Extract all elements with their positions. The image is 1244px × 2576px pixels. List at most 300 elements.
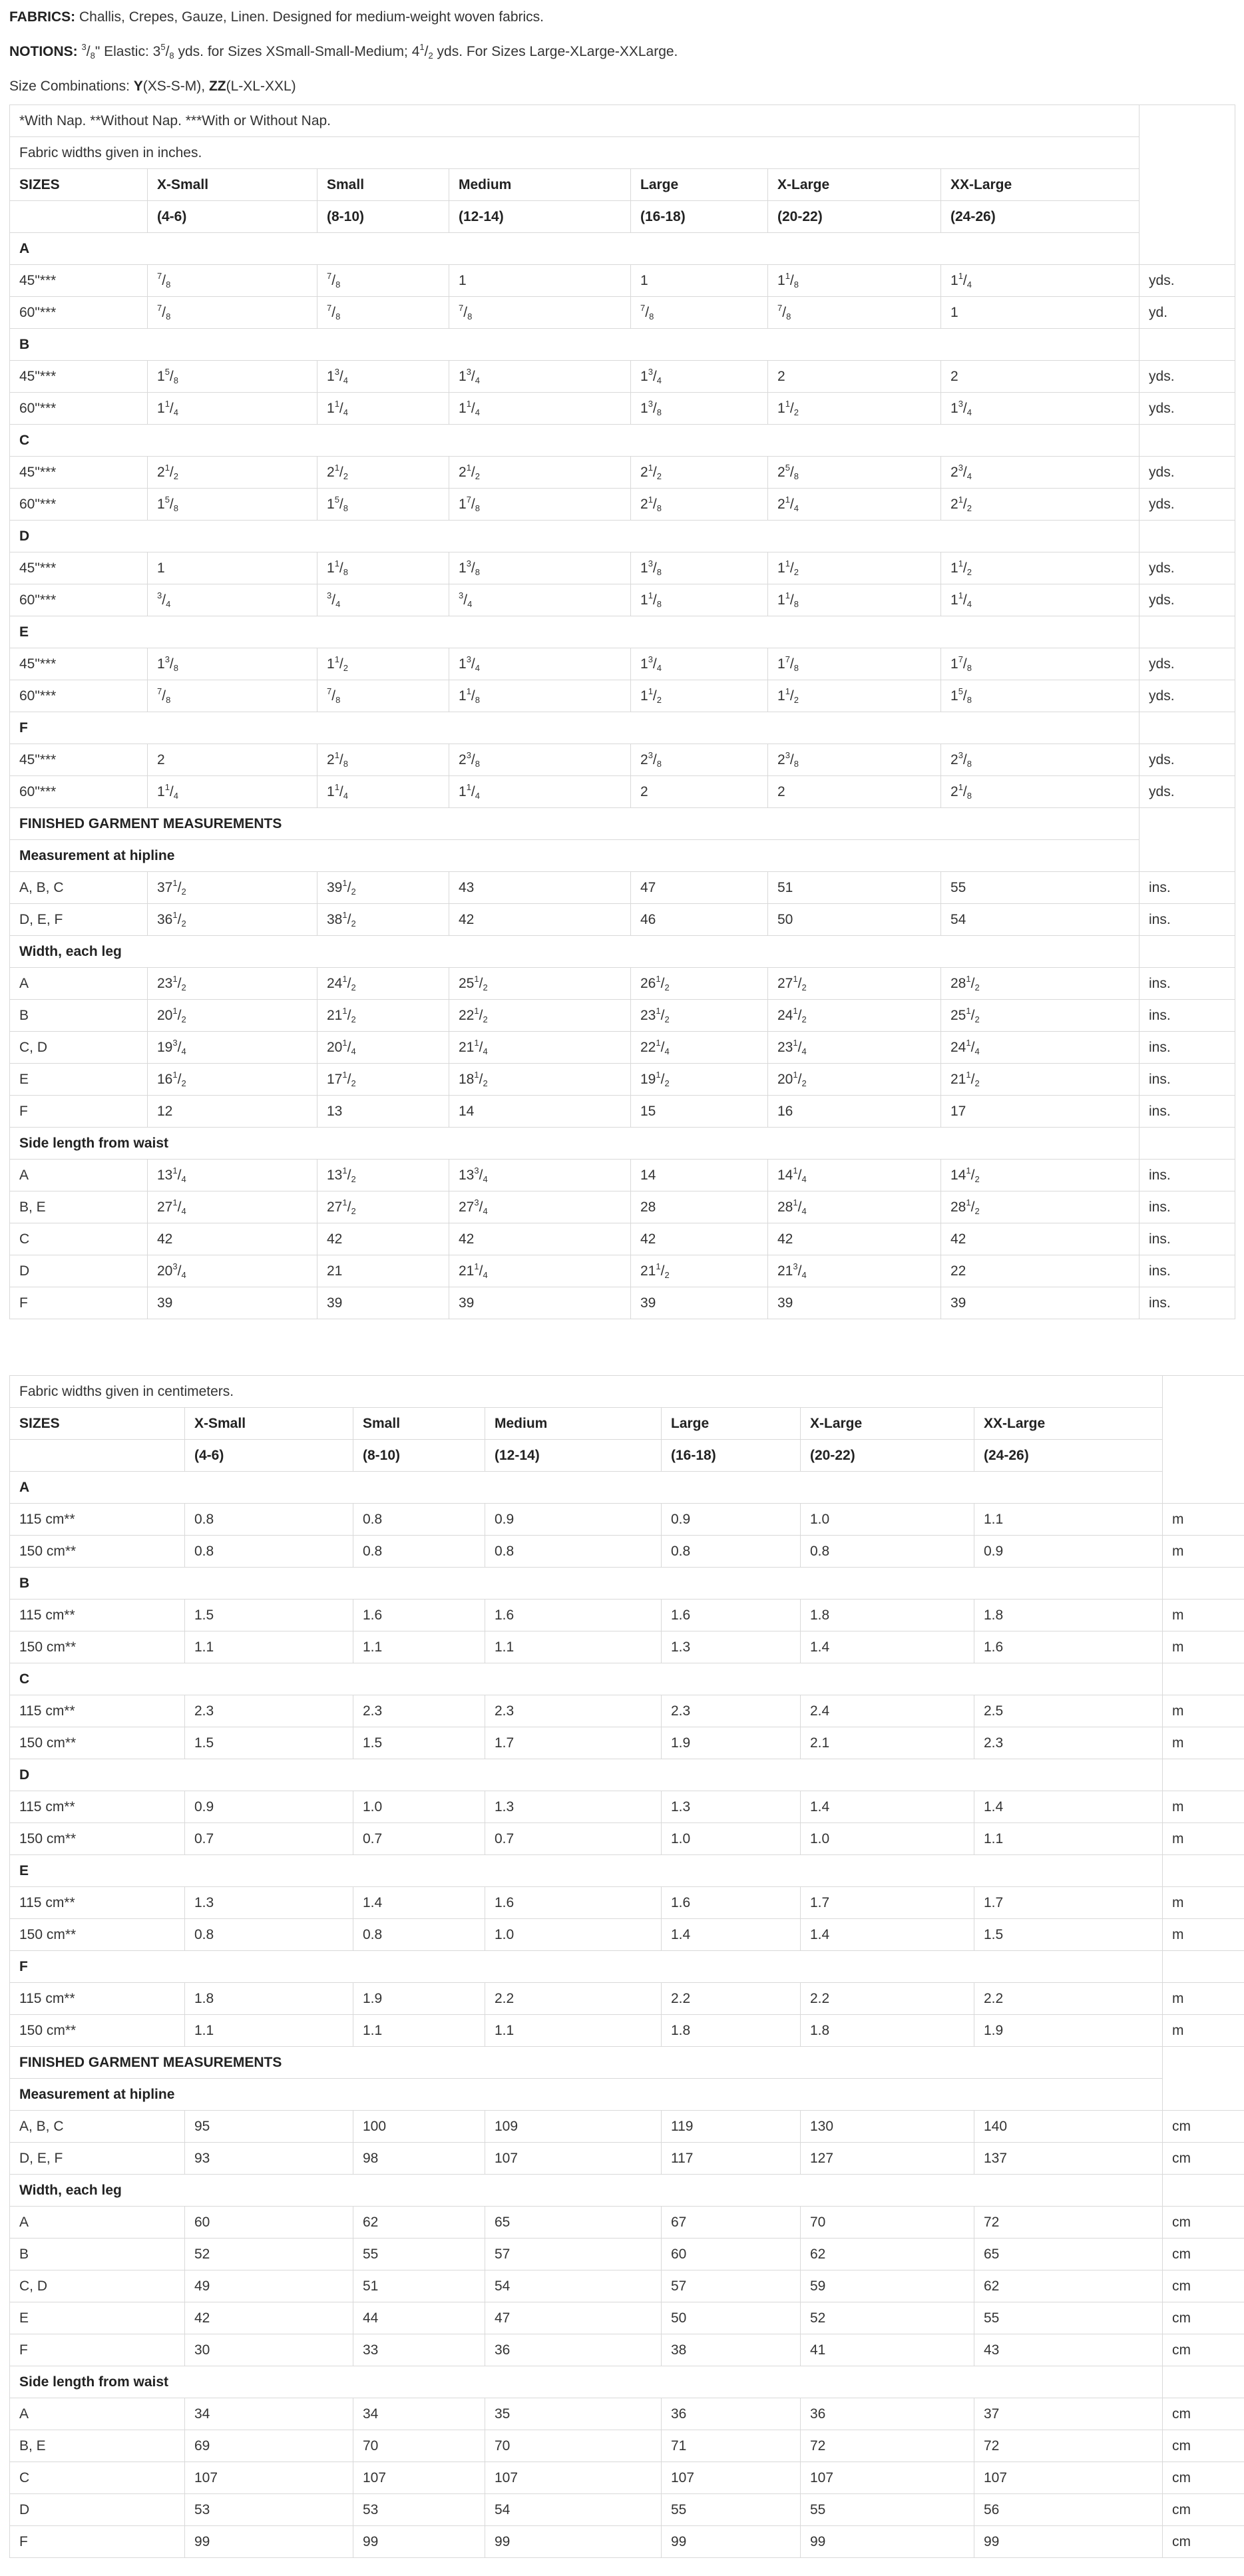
yardage-value: 1.0 bbox=[662, 1823, 801, 1855]
yardage-value: $2^3/_8$ bbox=[449, 744, 631, 776]
yardage-value: 2.3 bbox=[353, 1695, 485, 1727]
notions-text-2: yds. for Sizes XSmall-Small-Medium; 4 bbox=[174, 44, 420, 59]
measurement-value: 60 bbox=[662, 2239, 801, 2270]
size-combinations-label: Size Combinations: bbox=[9, 79, 134, 94]
yardage-value: 1.8 bbox=[662, 2015, 801, 2047]
measurement-value: 42 bbox=[941, 1223, 1140, 1255]
measurement-value: 42 bbox=[185, 2302, 353, 2334]
measurement-section-title: Width, each leg bbox=[10, 936, 1140, 968]
table-row bbox=[10, 1032, 1235, 1064]
unit-label: cm bbox=[1163, 2494, 1244, 2526]
notions-text-1: " Elastic: 3 bbox=[95, 44, 161, 59]
view-section-row bbox=[10, 425, 1235, 457]
yardage-value: 0.8 bbox=[185, 1504, 353, 1536]
measurement-value: 107 bbox=[801, 2462, 974, 2494]
fabric-width-label: 150 cm** bbox=[10, 1631, 185, 1663]
yardage-value: 1.9 bbox=[353, 1983, 485, 2015]
unit-label: ins. bbox=[1140, 1032, 1235, 1064]
size-range-6: (24-26) bbox=[974, 1440, 1163, 1472]
unit-label: cm bbox=[1163, 2302, 1244, 2334]
size-range-3: (12-14) bbox=[485, 1440, 662, 1472]
unit-cell-blank bbox=[1140, 425, 1235, 457]
measurement-value: $14^1/_4$ bbox=[768, 1160, 941, 1191]
measurement-value: $13^3/_4$ bbox=[449, 1160, 631, 1191]
measurement-section-row bbox=[10, 936, 1235, 968]
yardage-value: 1.1 bbox=[353, 2015, 485, 2047]
view-group-label: B bbox=[10, 2239, 185, 2270]
view-label: A bbox=[10, 233, 1140, 265]
view-label: F bbox=[10, 712, 1140, 744]
table-row bbox=[10, 904, 1235, 936]
yardage-value: $2^1/_2$ bbox=[148, 457, 317, 489]
table-row bbox=[10, 1727, 1244, 1759]
fabric-width-label: 150 cm** bbox=[10, 2015, 185, 2047]
fabric-width-label: 150 cm** bbox=[10, 1536, 185, 1568]
unit-cell-blank bbox=[1163, 2047, 1244, 2111]
measurement-value: $21^1/_4$ bbox=[449, 1255, 631, 1287]
yardage-value: $^7/_8$ bbox=[148, 265, 317, 297]
yardage-value: 1.7 bbox=[974, 1887, 1163, 1919]
table-row bbox=[10, 2239, 1244, 2270]
view-label: E bbox=[10, 1855, 1163, 1887]
measurement-value: 107 bbox=[185, 2462, 353, 2494]
yardage-value: $2^3/_4$ bbox=[941, 457, 1140, 489]
fabric-width-label: 115 cm** bbox=[10, 1791, 185, 1823]
fabric-width-label: 115 cm** bbox=[10, 1983, 185, 2015]
yardage-value: 0.8 bbox=[353, 1504, 485, 1536]
measurement-value: $22^1/_4$ bbox=[631, 1032, 768, 1064]
unit-label: yds. bbox=[1140, 361, 1235, 393]
yardage-value: 0.7 bbox=[485, 1823, 662, 1855]
yardage-value: 2 bbox=[941, 361, 1140, 393]
measurement-value: $27^1/_4$ bbox=[148, 1191, 317, 1223]
table-row bbox=[10, 2207, 1244, 2239]
size-range-1: (4-6) bbox=[185, 1440, 353, 1472]
yardage-value: 2.3 bbox=[485, 1695, 662, 1727]
view-group-label: F bbox=[10, 2334, 185, 2366]
measurement-value: 65 bbox=[485, 2207, 662, 2239]
yardage-value: $^3/_4$ bbox=[148, 584, 317, 616]
measurement-value: 39 bbox=[449, 1287, 631, 1319]
yardage-value: 1.6 bbox=[485, 1600, 662, 1631]
yardage-value: $1^3/_4$ bbox=[941, 393, 1140, 425]
yardage-value: 1.0 bbox=[485, 1919, 662, 1951]
yardage-value: $1^1/_4$ bbox=[941, 584, 1140, 616]
unit-label: ins. bbox=[1140, 1191, 1235, 1223]
view-group-label: E bbox=[10, 2302, 185, 2334]
fabric-width-label: 45"*** bbox=[10, 744, 148, 776]
measurement-value: 47 bbox=[631, 872, 768, 904]
measurement-value: $23^1/_4$ bbox=[768, 1032, 941, 1064]
measurement-value: 107 bbox=[662, 2462, 801, 2494]
yardage-value: $^7/_8$ bbox=[317, 265, 449, 297]
view-label: C bbox=[10, 425, 1140, 457]
unit-label: cm bbox=[1163, 2462, 1244, 2494]
table-row bbox=[10, 1000, 1235, 1032]
measurement-value: 39 bbox=[148, 1287, 317, 1319]
yardage-value: 0.8 bbox=[485, 1536, 662, 1568]
measurement-value: 67 bbox=[662, 2207, 801, 2239]
view-group-label: D, E, F bbox=[10, 904, 148, 936]
yardage-value: $1^3/_8$ bbox=[148, 648, 317, 680]
unit-label: cm bbox=[1163, 2239, 1244, 2270]
measurement-value: 107 bbox=[353, 2462, 485, 2494]
measurement-value: 50 bbox=[768, 904, 941, 936]
fabric-width-label: 45"*** bbox=[10, 265, 148, 297]
view-label: A bbox=[10, 1472, 1163, 1504]
measurement-value: $20^1/_2$ bbox=[768, 1064, 941, 1096]
notions-elastic-fraction: $^3/_8$ bbox=[81, 42, 95, 61]
table-row bbox=[10, 1600, 1244, 1631]
view-group-label: A bbox=[10, 968, 148, 1000]
measurement-value: 44 bbox=[353, 2302, 485, 2334]
measurement-value: 22 bbox=[941, 1255, 1140, 1287]
yardage-value: 1 bbox=[449, 265, 631, 297]
yardage-value: 1.3 bbox=[185, 1887, 353, 1919]
yardage-value: 1.1 bbox=[974, 1823, 1163, 1855]
unit-label: yds. bbox=[1140, 552, 1235, 584]
yardage-value: 2.3 bbox=[185, 1695, 353, 1727]
measurement-value: 72 bbox=[974, 2430, 1163, 2462]
measurement-value: 100 bbox=[353, 2111, 485, 2143]
yardage-value: 1.5 bbox=[974, 1919, 1163, 1951]
measurement-value: $26^1/_2$ bbox=[631, 968, 768, 1000]
unit-label: m bbox=[1163, 1600, 1244, 1631]
unit-cell-blank bbox=[1140, 521, 1235, 552]
yardage-value: 1.4 bbox=[801, 1919, 974, 1951]
yardage-value: 1.8 bbox=[974, 1600, 1163, 1631]
measurement-value: $21^3/_4$ bbox=[768, 1255, 941, 1287]
yardage-value: 1.1 bbox=[974, 1504, 1163, 1536]
yardage-value: 1.7 bbox=[801, 1887, 974, 1919]
measurement-section-row bbox=[10, 2366, 1244, 2398]
measurement-value: $24^1/_2$ bbox=[768, 1000, 941, 1032]
measurement-value: 69 bbox=[185, 2430, 353, 2462]
table-row bbox=[10, 1695, 1244, 1727]
size-range-0 bbox=[10, 201, 148, 233]
unit-label: yds. bbox=[1140, 457, 1235, 489]
measurement-value: $19^1/_2$ bbox=[631, 1064, 768, 1096]
measurement-value: 42 bbox=[631, 1223, 768, 1255]
yardage-value: 1.6 bbox=[485, 1887, 662, 1919]
measurement-section-title: Side length from waist bbox=[10, 1128, 1140, 1160]
unit-label: cm bbox=[1163, 2526, 1244, 2558]
fabric-width-label: 60"*** bbox=[10, 489, 148, 521]
yardage-value: 2.5 bbox=[974, 1695, 1163, 1727]
measurement-value: 62 bbox=[974, 2270, 1163, 2302]
yardage-value: 1 bbox=[631, 265, 768, 297]
measurement-section-title: Measurement at hipline bbox=[10, 2079, 1163, 2111]
measurement-section-title: Measurement at hipline bbox=[10, 840, 1140, 872]
table-row bbox=[10, 680, 1235, 712]
unit-label: cm bbox=[1163, 2430, 1244, 2462]
yardage-value: 1.9 bbox=[662, 1727, 801, 1759]
measurement-value: $20^3/_4$ bbox=[148, 1255, 317, 1287]
fabric-width-note: Fabric widths given in centimeters. bbox=[10, 1376, 1163, 1408]
sizes-header-row bbox=[10, 169, 1235, 201]
view-group-label: B bbox=[10, 1000, 148, 1032]
view-section-row bbox=[10, 329, 1235, 361]
measurement-value: 13 bbox=[317, 1096, 449, 1128]
size-header-x-large: X-Large bbox=[768, 169, 941, 201]
size-range-3: (12-14) bbox=[449, 201, 631, 233]
view-section-row bbox=[10, 1855, 1244, 1887]
measurement-value: $25^1/_2$ bbox=[449, 968, 631, 1000]
yardage-value: 1 bbox=[941, 297, 1140, 329]
yardage-value: $1^3/_8$ bbox=[631, 552, 768, 584]
view-group-label: C, D bbox=[10, 2270, 185, 2302]
view-label: C bbox=[10, 1663, 1163, 1695]
unit-label: cm bbox=[1163, 2143, 1244, 2175]
yardage-value: $2^1/_8$ bbox=[631, 489, 768, 521]
unit-label: m bbox=[1163, 1791, 1244, 1823]
measurement-value: 71 bbox=[662, 2430, 801, 2462]
table-row bbox=[10, 265, 1235, 297]
yardage-value: 1.5 bbox=[353, 1727, 485, 1759]
yardage-value: 1.4 bbox=[662, 1919, 801, 1951]
view-label: B bbox=[10, 1568, 1163, 1600]
yardage-value: $2^3/_8$ bbox=[631, 744, 768, 776]
size-header-x-large: X-Large bbox=[801, 1408, 974, 1440]
measurement-value: 54 bbox=[485, 2270, 662, 2302]
view-section-row bbox=[10, 1663, 1244, 1695]
measurement-value: 16 bbox=[768, 1096, 941, 1128]
measurement-value: $28^1/_2$ bbox=[941, 1191, 1140, 1223]
table-row bbox=[10, 2334, 1244, 2366]
table-row bbox=[10, 1887, 1244, 1919]
view-section-row bbox=[10, 1568, 1244, 1600]
size-range-1: (4-6) bbox=[148, 201, 317, 233]
size-header-large: Large bbox=[631, 169, 768, 201]
measurement-value: 56 bbox=[974, 2494, 1163, 2526]
unit-cell-blank bbox=[1163, 1759, 1244, 1791]
unit-label: m bbox=[1163, 1727, 1244, 1759]
measurement-value: $21^1/_2$ bbox=[317, 1000, 449, 1032]
fabric-width-label: 45"*** bbox=[10, 552, 148, 584]
measurement-value: 55 bbox=[662, 2494, 801, 2526]
view-label: F bbox=[10, 1951, 1163, 1983]
measurement-value: 117 bbox=[662, 2143, 801, 2175]
table-row bbox=[10, 2462, 1244, 2494]
measurement-value: 52 bbox=[801, 2302, 974, 2334]
unit-column-header bbox=[1163, 1376, 1244, 1504]
measurement-value: $27^3/_4$ bbox=[449, 1191, 631, 1223]
yardage-value: 0.8 bbox=[662, 1536, 801, 1568]
measurement-value: 60 bbox=[185, 2207, 353, 2239]
size-combo-zz-text: (L-XL-XXL) bbox=[226, 79, 296, 94]
table-row bbox=[10, 776, 1235, 808]
view-section-row bbox=[10, 712, 1235, 744]
measurement-value: 72 bbox=[974, 2207, 1163, 2239]
measurement-value: 98 bbox=[353, 2143, 485, 2175]
yardage-value: $1^3/_4$ bbox=[631, 648, 768, 680]
notes-block bbox=[9, 0, 1235, 104]
measurement-value: $23^1/_2$ bbox=[631, 1000, 768, 1032]
unit-cell-blank bbox=[1140, 1128, 1235, 1160]
yardage-value: $^7/_8$ bbox=[768, 297, 941, 329]
yardage-value: 0.8 bbox=[353, 1919, 485, 1951]
view-section-row bbox=[10, 616, 1235, 648]
unit-label: cm bbox=[1163, 2334, 1244, 2366]
fabric-width-label: 45"*** bbox=[10, 648, 148, 680]
yardage-value: 1.8 bbox=[801, 2015, 974, 2047]
measurement-value: 49 bbox=[185, 2270, 353, 2302]
size-range-2: (8-10) bbox=[353, 1440, 485, 1472]
view-section-row bbox=[10, 1759, 1244, 1791]
table-row bbox=[10, 1223, 1235, 1255]
table-row bbox=[10, 457, 1235, 489]
table-row bbox=[10, 1160, 1235, 1191]
measurement-value: $39^1/_2$ bbox=[317, 872, 449, 904]
unit-label: cm bbox=[1163, 2398, 1244, 2430]
measurement-value: 42 bbox=[768, 1223, 941, 1255]
table-row bbox=[10, 552, 1235, 584]
unit-label: yds. bbox=[1140, 680, 1235, 712]
unit-label: ins. bbox=[1140, 1160, 1235, 1191]
table-row bbox=[10, 2398, 1244, 2430]
fabric-width-label: 60"*** bbox=[10, 776, 148, 808]
size-range-row bbox=[10, 201, 1235, 233]
fabric-width-label: 45"*** bbox=[10, 457, 148, 489]
yardage-value: $1^1/_2$ bbox=[768, 552, 941, 584]
measurement-value: $13^1/_4$ bbox=[148, 1160, 317, 1191]
view-section-row bbox=[10, 233, 1235, 265]
yardage-value: 0.9 bbox=[485, 1504, 662, 1536]
unit-label: m bbox=[1163, 1887, 1244, 1919]
table-row bbox=[10, 1983, 1244, 2015]
table-row bbox=[10, 872, 1235, 904]
measurement-section-row bbox=[10, 840, 1235, 872]
view-group-label: A bbox=[10, 1160, 148, 1191]
size-range-4: (16-18) bbox=[631, 201, 768, 233]
unit-label: m bbox=[1163, 1823, 1244, 1855]
size-header-x-small: X-Small bbox=[148, 169, 317, 201]
measurement-value: $23^1/_2$ bbox=[148, 968, 317, 1000]
measurement-value: $17^1/_2$ bbox=[317, 1064, 449, 1096]
unit-label: ins. bbox=[1140, 1064, 1235, 1096]
yardage-value: 2 bbox=[768, 776, 941, 808]
measurement-section-title: Width, each leg bbox=[10, 2175, 1163, 2207]
measurement-value: 130 bbox=[801, 2111, 974, 2143]
yardage-value: 1.1 bbox=[185, 1631, 353, 1663]
yardage-value: 1.9 bbox=[974, 2015, 1163, 2047]
sizes-header: SIZES bbox=[10, 169, 148, 201]
yardage-value: $1^1/_2$ bbox=[768, 680, 941, 712]
yardage-value: $1^3/_8$ bbox=[449, 552, 631, 584]
measurement-value: 59 bbox=[801, 2270, 974, 2302]
view-group-label: F bbox=[10, 1287, 148, 1319]
measurement-value: 140 bbox=[974, 2111, 1163, 2143]
measurement-section-row bbox=[10, 2175, 1244, 2207]
measurement-value: 36 bbox=[662, 2398, 801, 2430]
measurement-value: $27^1/_2$ bbox=[317, 1191, 449, 1223]
measurement-value: 52 bbox=[185, 2239, 353, 2270]
table-row bbox=[10, 393, 1235, 425]
view-label: B bbox=[10, 329, 1140, 361]
yardage-value: $1^7/_8$ bbox=[768, 648, 941, 680]
unit-label: ins. bbox=[1140, 1096, 1235, 1128]
table-row bbox=[10, 1631, 1244, 1663]
table-row bbox=[10, 1096, 1235, 1128]
measurement-value: $16^1/_2$ bbox=[148, 1064, 317, 1096]
fabrics-text: Challis, Crepes, Gauze, Linen. Designed for medium-weight woven fabrics. bbox=[75, 9, 544, 25]
measurement-value: 55 bbox=[941, 872, 1140, 904]
measurement-value: 119 bbox=[662, 2111, 801, 2143]
fabric-width-label: 60"*** bbox=[10, 584, 148, 616]
yardage-value: 2 bbox=[768, 361, 941, 393]
measurement-value: 107 bbox=[485, 2143, 662, 2175]
measurement-value: 39 bbox=[941, 1287, 1140, 1319]
yardage-value: 0.8 bbox=[353, 1536, 485, 1568]
measurement-value: 55 bbox=[353, 2239, 485, 2270]
yardage-value: $1^1/_2$ bbox=[768, 393, 941, 425]
measurement-value: 55 bbox=[974, 2302, 1163, 2334]
measurement-value: 70 bbox=[485, 2430, 662, 2462]
measurement-value: 107 bbox=[485, 2462, 662, 2494]
measurement-value: $14^1/_2$ bbox=[941, 1160, 1140, 1191]
view-group-label: F bbox=[10, 1096, 148, 1128]
yardage-value: 1.5 bbox=[185, 1600, 353, 1631]
measurement-value: 37 bbox=[974, 2398, 1163, 2430]
view-group-label: D, E, F bbox=[10, 2143, 185, 2175]
yardage-value: 1 bbox=[148, 552, 317, 584]
yardage-value: $2^1/_8$ bbox=[317, 744, 449, 776]
fabric-width-label: 150 cm** bbox=[10, 1727, 185, 1759]
yardage-value: 2.1 bbox=[801, 1727, 974, 1759]
yardage-value: 1.8 bbox=[801, 1600, 974, 1631]
width-note-row bbox=[10, 1376, 1244, 1408]
measurement-value: 57 bbox=[662, 2270, 801, 2302]
measurement-value: 39 bbox=[768, 1287, 941, 1319]
fabric-width-label: 115 cm** bbox=[10, 1504, 185, 1536]
view-group-label: C, D bbox=[10, 1032, 148, 1064]
measurement-value: 50 bbox=[662, 2302, 801, 2334]
yardage-value: 1.3 bbox=[662, 1631, 801, 1663]
nap-note: *With Nap. **Without Nap. ***With or Without Nap. bbox=[10, 105, 1140, 137]
yardage-value: $1^1/_4$ bbox=[941, 265, 1140, 297]
unit-cell-blank bbox=[1163, 1951, 1244, 1983]
size-range-6: (24-26) bbox=[941, 201, 1140, 233]
size-range-0 bbox=[10, 1440, 185, 1472]
yardage-value: 1.1 bbox=[485, 1631, 662, 1663]
view-label: D bbox=[10, 1759, 1163, 1791]
yardage-value: $1^5/_8$ bbox=[941, 680, 1140, 712]
measurement-value: $18^1/_2$ bbox=[449, 1064, 631, 1096]
measurement-value: 99 bbox=[662, 2526, 801, 2558]
yardage-value: 0.9 bbox=[662, 1504, 801, 1536]
size-header-x-small: X-Small bbox=[185, 1408, 353, 1440]
unit-label: ins. bbox=[1140, 872, 1235, 904]
unit-cell-blank bbox=[1140, 808, 1235, 872]
yardage-value: 2 bbox=[631, 776, 768, 808]
size-header-xx-large: XX-Large bbox=[974, 1408, 1163, 1440]
yardage-value: $1^1/_2$ bbox=[317, 648, 449, 680]
measurement-value: 99 bbox=[185, 2526, 353, 2558]
unit-label: yds. bbox=[1140, 648, 1235, 680]
yardage-value: $1^5/_8$ bbox=[317, 489, 449, 521]
table-row bbox=[10, 648, 1235, 680]
yardage-value: $1^1/_4$ bbox=[148, 776, 317, 808]
yardage-value: $1^1/_2$ bbox=[941, 552, 1140, 584]
fabric-width-label: 60"*** bbox=[10, 297, 148, 329]
view-label: D bbox=[10, 521, 1140, 552]
table-row bbox=[10, 2143, 1244, 2175]
measurement-value: 36 bbox=[485, 2334, 662, 2366]
measurement-value: 107 bbox=[974, 2462, 1163, 2494]
view-group-label: A bbox=[10, 2207, 185, 2239]
width-note-row bbox=[10, 137, 1235, 169]
unit-cell-blank bbox=[1140, 712, 1235, 744]
